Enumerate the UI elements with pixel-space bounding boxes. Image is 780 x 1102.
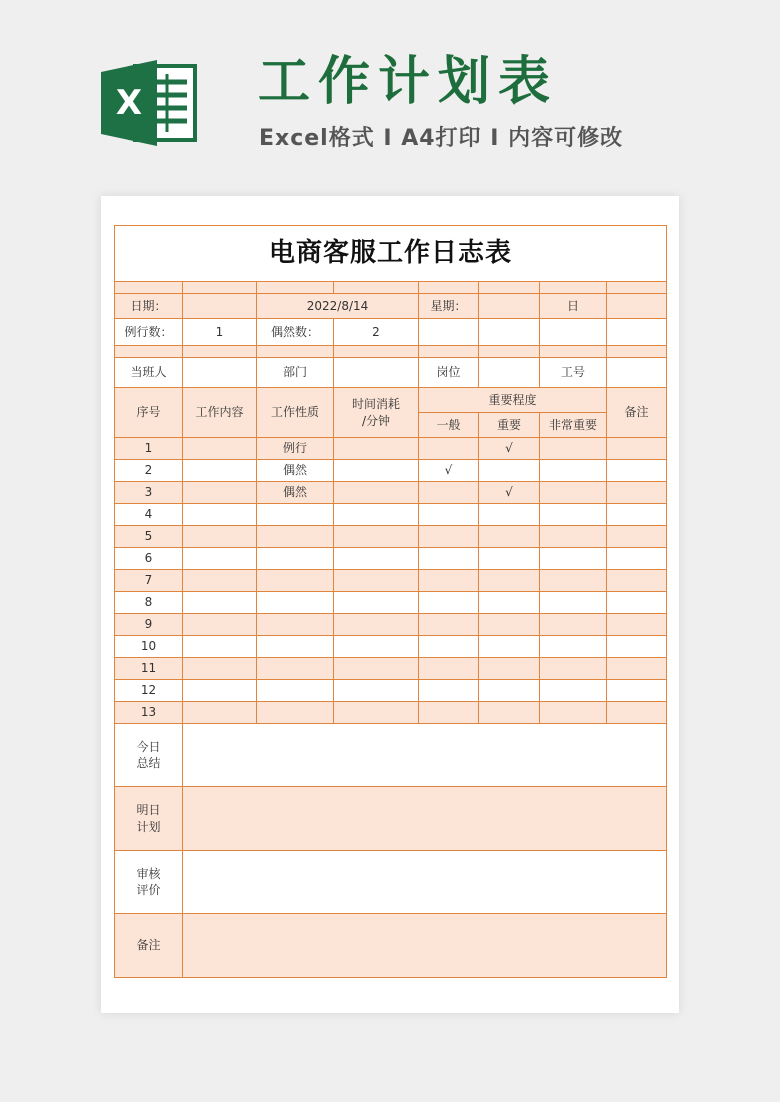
row-no: 2 [115,460,183,482]
plan-label [115,787,183,851]
row-remark-cell[interactable] [607,636,667,658]
spacer-cell[interactable] [607,346,667,358]
sheet-title-cell[interactable] [115,226,667,282]
col-header-normal: 一般 [419,413,479,438]
summary-cell[interactable] [183,724,667,787]
row-normal-cell[interactable] [419,548,479,570]
review-cell[interactable] [183,851,667,914]
remark-cell[interactable] [183,914,667,978]
row-nature-cell[interactable] [257,570,334,592]
row-very-important-cell[interactable] [540,680,607,702]
row-time-cell[interactable] [334,614,419,636]
row-time-cell[interactable] [334,438,419,460]
row-content-cell[interactable] [183,592,257,614]
row-time-cell[interactable] [334,570,419,592]
excel-logo-icon [101,60,197,146]
table-row [115,702,667,724]
row-very-important-cell[interactable] [540,658,607,680]
blank-cell[interactable] [419,319,479,346]
weekday-value-cell[interactable]: 日 [540,294,607,319]
row-content-cell[interactable] [183,460,257,482]
row-nature-cell[interactable] [257,526,334,548]
review-label-line2: 评价 [136,883,161,897]
row-remark-cell[interactable] [607,438,667,460]
row-important-cell[interactable] [479,548,540,570]
table-row [115,636,667,658]
row-important-cell[interactable]: √ [479,482,540,504]
col-header-important: 重要 [479,413,540,438]
row-very-important-cell[interactable] [540,438,607,460]
post-label: 岗位 [419,358,479,388]
row-remark-cell[interactable] [607,526,667,548]
row-nature-cell[interactable] [257,592,334,614]
summary-label [115,724,183,787]
row-no: 12 [115,680,183,702]
summary-label-line1: 今日 [136,739,161,754]
row-no: 4 [115,504,183,526]
spacer-cell[interactable] [479,346,540,358]
table-row [115,614,667,636]
row-normal-cell[interactable] [419,570,479,592]
row-remark-cell[interactable] [607,680,667,702]
row-time-cell[interactable] [334,592,419,614]
col-header-time-line2: /分钟 [361,413,391,428]
worksheet-paper [101,196,679,1013]
routine-count-cell[interactable]: 1 [183,319,257,346]
row-content-cell[interactable] [183,614,257,636]
row-nature-cell[interactable] [257,614,334,636]
row-normal-cell[interactable] [419,614,479,636]
table-row [115,570,667,592]
summary-label-line2: 总结 [136,756,161,770]
blank-cell[interactable] [540,319,607,346]
row-content-cell[interactable] [183,702,257,724]
row-nature-cell[interactable] [257,658,334,680]
row-remark-cell[interactable] [607,482,667,504]
row-very-important-cell[interactable] [540,636,607,658]
page-title: 工作计划表 [258,52,559,112]
work-log-table [114,225,667,978]
col-header-no: 序号 [115,388,183,438]
date-value-cell[interactable]: 2022/8/14 [257,294,419,319]
col-header-importance: 重要程度 [419,388,607,413]
row-remark-cell[interactable] [607,702,667,724]
row-no: 8 [115,592,183,614]
row-very-important-cell[interactable] [540,614,607,636]
row-nature-cell[interactable] [257,636,334,658]
spacer-cell[interactable] [479,282,540,294]
row-important-cell[interactable] [479,658,540,680]
employee-id-cell[interactable] [607,358,667,388]
row-content-cell[interactable] [183,570,257,592]
row-normal-cell[interactable] [419,438,479,460]
row-remark-cell[interactable] [607,592,667,614]
spacer-cell[interactable] [183,346,257,358]
table-row [115,658,667,680]
row-important-cell[interactable] [479,460,540,482]
row-time-cell[interactable] [334,460,419,482]
row-no: 10 [115,636,183,658]
dept-label: 部门 [257,358,334,388]
post-cell[interactable] [479,358,540,388]
table-row [115,460,667,482]
row-important-cell[interactable] [479,570,540,592]
row-important-cell[interactable] [479,526,540,548]
row-very-important-cell[interactable] [540,592,607,614]
plan-label-line2: 计划 [136,819,161,834]
col-header-very-important: 非常重要 [540,413,607,438]
row-normal-cell[interactable] [419,658,479,680]
review-label-line1: 审核 [136,866,161,881]
page-subtitle: Excel格式 I A4打印 I 内容可修改 [259,126,624,151]
plan-label-line1: 明日 [136,803,161,818]
row-important-cell[interactable] [479,592,540,614]
row-remark-cell[interactable] [607,570,667,592]
row-nature-cell[interactable]: 偶然 [257,482,334,504]
row-normal-cell[interactable] [419,702,479,724]
spacer-cell[interactable] [257,346,334,358]
row-normal-cell[interactable] [419,526,479,548]
row-time-cell[interactable] [334,548,419,570]
staff-cell[interactable] [183,358,257,388]
row-normal-cell[interactable] [419,592,479,614]
row-remark-cell[interactable] [607,614,667,636]
row-content-cell[interactable] [183,526,257,548]
col-header-remark: 备注 [607,388,667,438]
spacer-cell[interactable] [540,282,607,294]
row-normal-cell[interactable] [419,636,479,658]
row-normal-cell[interactable] [419,504,479,526]
sheet-title: 电商客服工作日志表 [269,237,513,268]
row-very-important-cell[interactable] [540,482,607,504]
spacer-cell[interactable] [334,346,419,358]
table-row [115,680,667,702]
table-row [115,548,667,570]
row-important-cell[interactable] [479,636,540,658]
row-no: 11 [115,658,183,680]
row-time-cell[interactable] [334,526,419,548]
row-no: 5 [115,526,183,548]
logo-letter: X [115,83,143,123]
row-content-cell[interactable] [183,438,257,460]
row-content-cell[interactable] [183,636,257,658]
row-important-cell[interactable]: √ [479,438,540,460]
occasional-count-label: 偶然数： [257,319,334,346]
row-time-cell[interactable] [334,658,419,680]
table-row [115,526,667,548]
row-important-cell[interactable] [479,702,540,724]
staff-label: 当班人 [115,358,183,388]
row-nature-cell[interactable] [257,504,334,526]
row-normal-cell[interactable] [419,680,479,702]
table-row [115,592,667,614]
row-very-important-cell[interactable] [540,702,607,724]
employee-id-label: 工号 [540,358,607,388]
col-header-content: 工作内容 [183,388,257,438]
spacer-cell[interactable] [419,346,479,358]
row-normal-cell[interactable] [419,482,479,504]
row-nature-cell[interactable]: 偶然 [257,460,334,482]
col-header-time [334,388,419,438]
row-time-cell[interactable] [334,482,419,504]
dept-cell[interactable] [334,358,419,388]
row-content-cell[interactable] [183,504,257,526]
date-label: 日期： [115,294,183,319]
blank-cell[interactable] [607,294,667,319]
spacer-cell[interactable] [419,282,479,294]
spacer-cell[interactable] [607,282,667,294]
row-time-cell[interactable] [334,702,419,724]
spacer-cell[interactable] [540,346,607,358]
row-very-important-cell[interactable] [540,570,607,592]
row-normal-cell[interactable]: √ [419,460,479,482]
row-content-cell[interactable] [183,548,257,570]
table-row [115,438,667,460]
row-no: 7 [115,570,183,592]
row-nature-cell[interactable] [257,702,334,724]
spacer-cell[interactable] [115,282,183,294]
row-important-cell[interactable] [479,504,540,526]
weekday-label: 星期： [419,294,479,319]
row-very-important-cell[interactable] [540,548,607,570]
row-very-important-cell[interactable] [540,504,607,526]
row-no: 1 [115,438,183,460]
blank-cell[interactable] [479,319,540,346]
table-row [115,482,667,504]
row-time-cell[interactable] [334,504,419,526]
row-nature-cell[interactable]: 例行 [257,438,334,460]
row-remark-cell[interactable] [607,548,667,570]
row-time-cell[interactable] [334,680,419,702]
row-content-cell[interactable] [183,658,257,680]
row-content-cell[interactable] [183,482,257,504]
row-content-cell[interactable] [183,680,257,702]
row-no: 13 [115,702,183,724]
row-remark-cell[interactable] [607,460,667,482]
row-very-important-cell[interactable] [540,526,607,548]
table-row [115,504,667,526]
blank-cell[interactable] [479,294,540,319]
col-header-time-line1: 时间消耗 [351,397,400,412]
spacer-cell[interactable] [183,282,257,294]
row-nature-cell[interactable] [257,548,334,570]
row-time-cell[interactable] [334,636,419,658]
col-header-nature: 工作性质 [257,388,334,438]
remark-label: 备注 [115,914,183,978]
spacer-cell[interactable] [115,346,183,358]
row-very-important-cell[interactable] [540,460,607,482]
occasional-count-cell[interactable]: 2 [334,319,419,346]
spacer-cell[interactable] [257,282,334,294]
review-label [115,851,183,914]
row-nature-cell[interactable] [257,680,334,702]
row-no: 9 [115,614,183,636]
routine-count-label: 例行数： [115,319,183,346]
row-important-cell[interactable] [479,680,540,702]
blank-cell[interactable] [183,294,257,319]
row-remark-cell[interactable] [607,504,667,526]
row-remark-cell[interactable] [607,658,667,680]
blank-cell[interactable] [607,319,667,346]
plan-cell[interactable] [183,787,667,851]
spacer-cell[interactable] [334,282,419,294]
row-important-cell[interactable] [479,614,540,636]
row-no: 6 [115,548,183,570]
row-no: 3 [115,482,183,504]
